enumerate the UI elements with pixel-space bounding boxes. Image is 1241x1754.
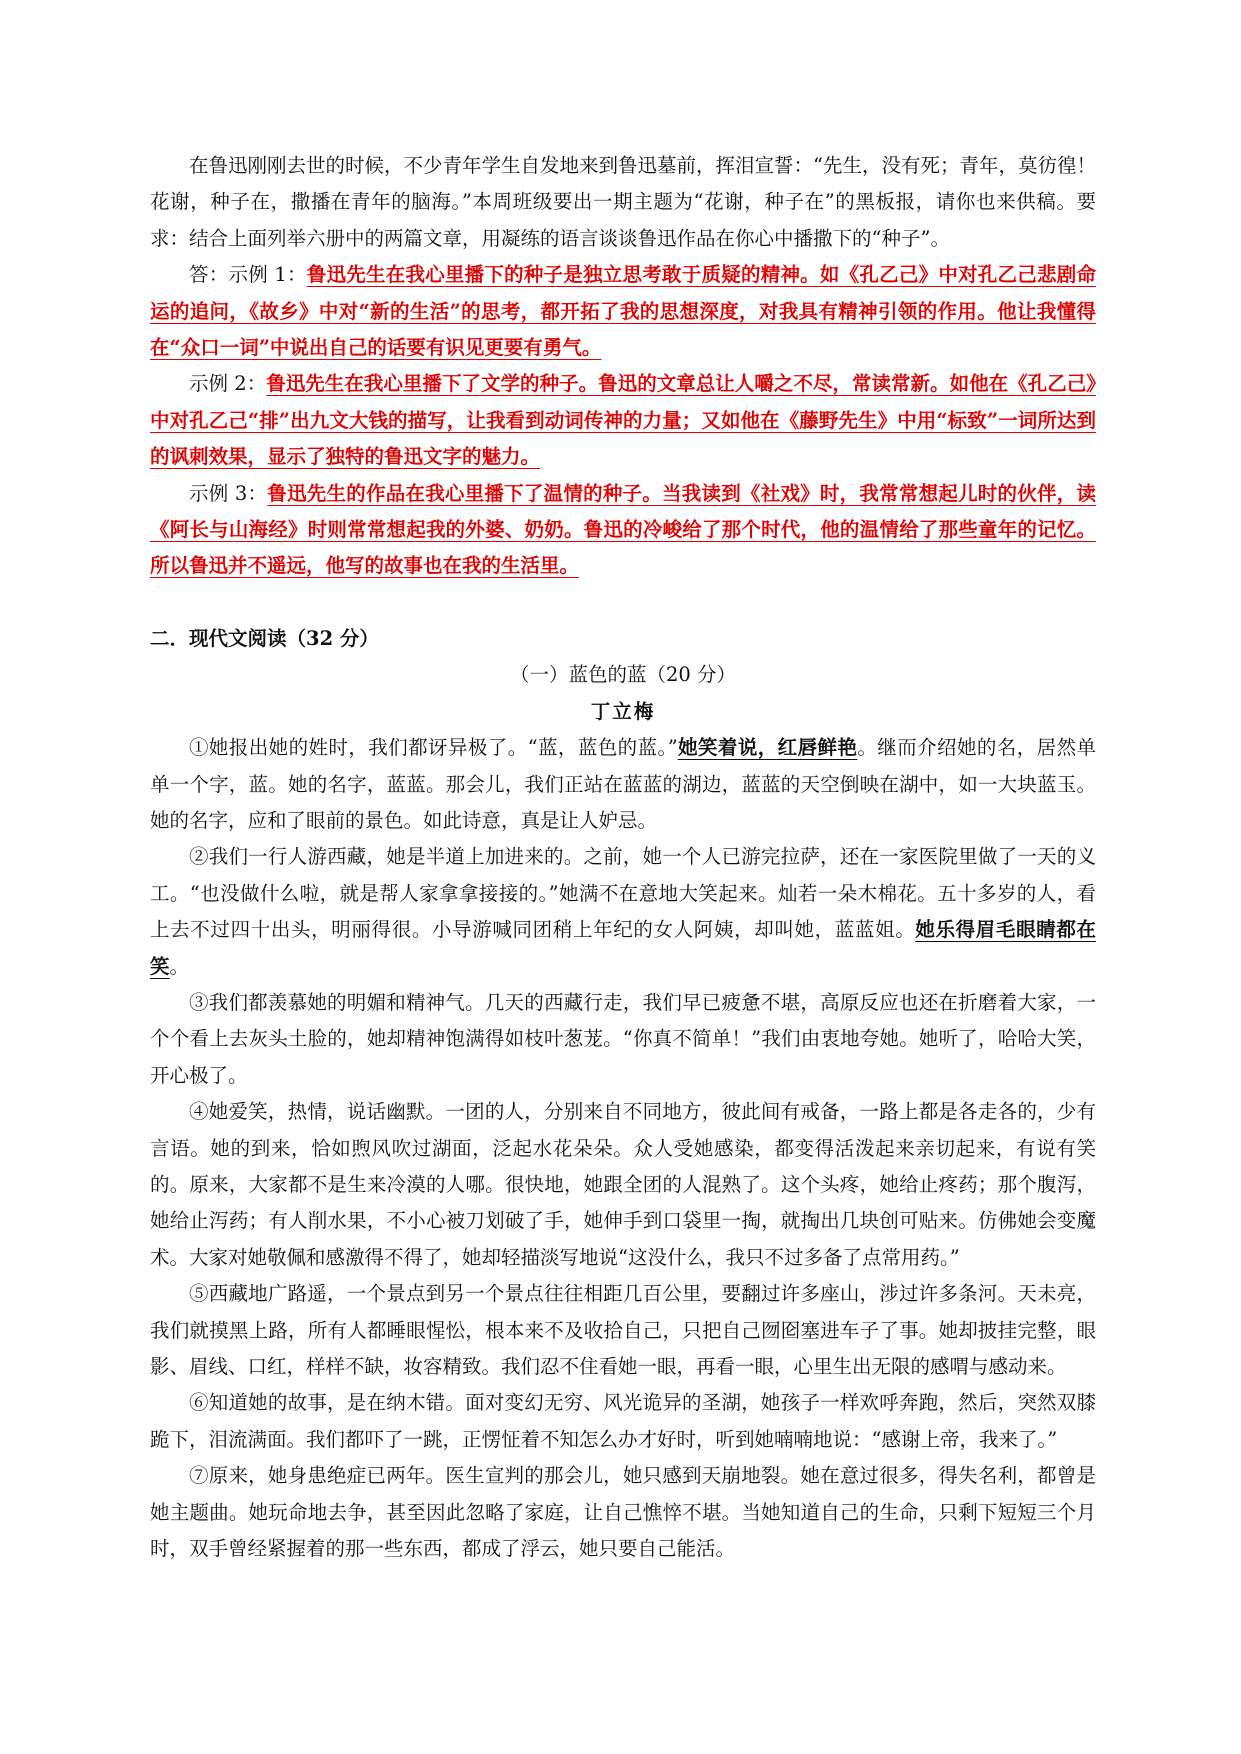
answer-example-1 xyxy=(150,257,1096,366)
article-paragraph-3: ③我们都羡慕她的明媚和精神气。几天的西藏行走，我们早已疲惫不堪，高原反应也还在折磨着大家，一个个看上去灰头土脸的，她却精神饱满得如枝叶葱茏。“你真不简单！”我们由衷地夸她。她听了，哈哈大笑，开心极了。 xyxy=(150,990,1096,1087)
answer-example-2 xyxy=(150,366,1096,475)
article-title: （一）蓝色的蓝（20 分） xyxy=(509,663,736,687)
paragraph-text: ①她报出她的姓时，我们都讶异极了。“蓝，蓝色的蓝。” xyxy=(189,736,678,760)
underlined-sentence: 她笑着说，红唇鲜艳 xyxy=(677,736,858,760)
article-paragraph-5: ⑤西藏地广路遥，一个景点到另一个景点往往相距几百公里，要翻过许多座山，涉过许多条河。天未亮，我们就摸黑上路，所有人都睡眼惺忪，根本来不及收拾自己，只把自己囫囵塞进车子了事。她却披挂完整，眼影、眉线、口红，样样不缺，妆容精致。我们忍不住看她一眼，再看一眼，心里生出无限的感喟与感动来。 xyxy=(150,1282,1096,1378)
answer-text: 鲁迅先生在我心里播下了文学的种子。鲁迅的文章总让人嚼之不尽，常读常新。如他在《孔乙己》中对孔乙己“排”出九文大钱的描写，让我看到动词传神的力量；又如他在《藤野先生》中用“标致”一词所达到的讽刺效果，显示了独特的鲁迅文字的魅力。 xyxy=(150,372,1096,469)
section-title: 二．现代文阅读（32 分） xyxy=(150,626,379,650)
paragraph-text: 。继而介绍她的名，居然单单一个字，蓝。她的名字，蓝蓝。那会儿，我们正站在蓝蓝的湖边，蓝蓝的天空倒映在湖中，如一大块蓝玉。她的名字，应和了眼前的景色。如此诗意，真是让人妒忌。 xyxy=(150,736,1096,832)
article-author: 丁立梅 xyxy=(590,699,656,723)
paragraph-text: 。 xyxy=(169,954,190,978)
answer-text: 鲁迅先生的作品在我心里播下了温情的种子。当我读到《社戏》时，我常常想起儿时的伙伴，读《阿长与山海经》时则常常想起我的外婆、奶奶。鲁迅的冷峻给了那个时代，他的温情给了那些童年的记忆。所以鲁迅并不遥远，他写的故事也在我的生活里。 xyxy=(150,481,1096,578)
question-prompt: 在鲁迅刚刚去世的时候，不少青年学生自发地来到鲁迅墓前，挥泪宣誓：“先生，没有死；青年，莫彷徨！花谢，种子在，撒播在青年的脑海。”本周班级要出一期主题为“花谢，种子在”的黑板报，请你也来供稿。要求：结合上面列举六册中的两篇文章，用凝练的语言谈谈鲁迅作品在你心中播撒下的“种子”。 xyxy=(150,154,1096,250)
answer-text: 鲁迅先生在我心里播下的种子是独立思考敢于质疑的精神。如《孔乙己》中对孔乙己悲剧命运的追问，《故乡》中对“新的生活”的思考，都开拓了我的思想深度，对我具有精神引领的作用。他让我懂得在“众口一词”中说出自己的话要有识见更要有勇气。 xyxy=(150,263,1096,360)
underlined-sentence: 她乐得眉毛眼睛都在笑 xyxy=(150,918,1096,978)
answer-label: 示例 2： xyxy=(189,372,267,396)
document-page xyxy=(150,148,1096,1567)
article-paragraph-4: ④她爱笑，热情，说话幽默。一团的人，分别来自不同地方，彼此间有戒备，一路上都是各走各的，少有言语。她的到来，恰如煦风吹过湖面，泛起水花朵朵。众人受她感染，都变得活泼起来亲切起来，有说有笑的。原来，大家都不是生来冷漠的人哪。很快地，她跟全团的人混熟了。这个头疼，她给止疼药；那个腹泻，她给止泻药；有人削水果，不小心被刀划破了手，她伸手到口袋里一掏，就掏出几块创可贴来。仿佛她会变魔术。大家对她敬佩和感激得不得了，她却轻描淡写地说“这没什么，我只不过多备了点常用药。” xyxy=(150,1100,1096,1269)
answer-label: 示例 3： xyxy=(189,481,268,505)
article-paragraph-2 xyxy=(150,839,1096,985)
section-spacer xyxy=(150,585,1096,621)
article-paragraph-6: ⑥知道她的故事，是在纳木错。面对变幻无穷、风光诡异的圣湖，她孩子一样欢呼奔跑，然后，突然双膝跪下，泪流满面。我们都吓了一跳，正愣怔着不知怎么办才好时，听到她喃喃地说：“感谢上帝，我来了。” xyxy=(150,1391,1096,1451)
paragraph-text: ②我们一行人游西藏，她是半道上加进来的。之前，她一个人已游完拉萨，还在一家医院里做了一天的义工。“也没做什么啦，就是帮人家拿拿接接的。”她满不在意地大笑起来。灿若一朵木棉花。五十多岁的人，看上去不过四十出头，明丽得很。小导游喊同团稍上年纪的女人阿姨，却叫她，蓝蓝姐。 xyxy=(150,845,1096,942)
article-paragraph-1 xyxy=(150,730,1096,839)
answer-label: 答：示例 1： xyxy=(189,263,307,287)
article-paragraph-7: ⑦原来，她身患绝症已两年。医生宣判的那会儿，她只感到天崩地裂。她在意过很多，得失名利，都曾是她主题曲。她玩命地去争，甚至因此忽略了家庭，让自己憔悴不堪。当她知道自己的生命，只剩下短短三个月时，双手曾经紧握着的那一些东西，都成了浮云，她只要自己能活。 xyxy=(150,1464,1096,1561)
answer-example-3 xyxy=(150,476,1096,585)
